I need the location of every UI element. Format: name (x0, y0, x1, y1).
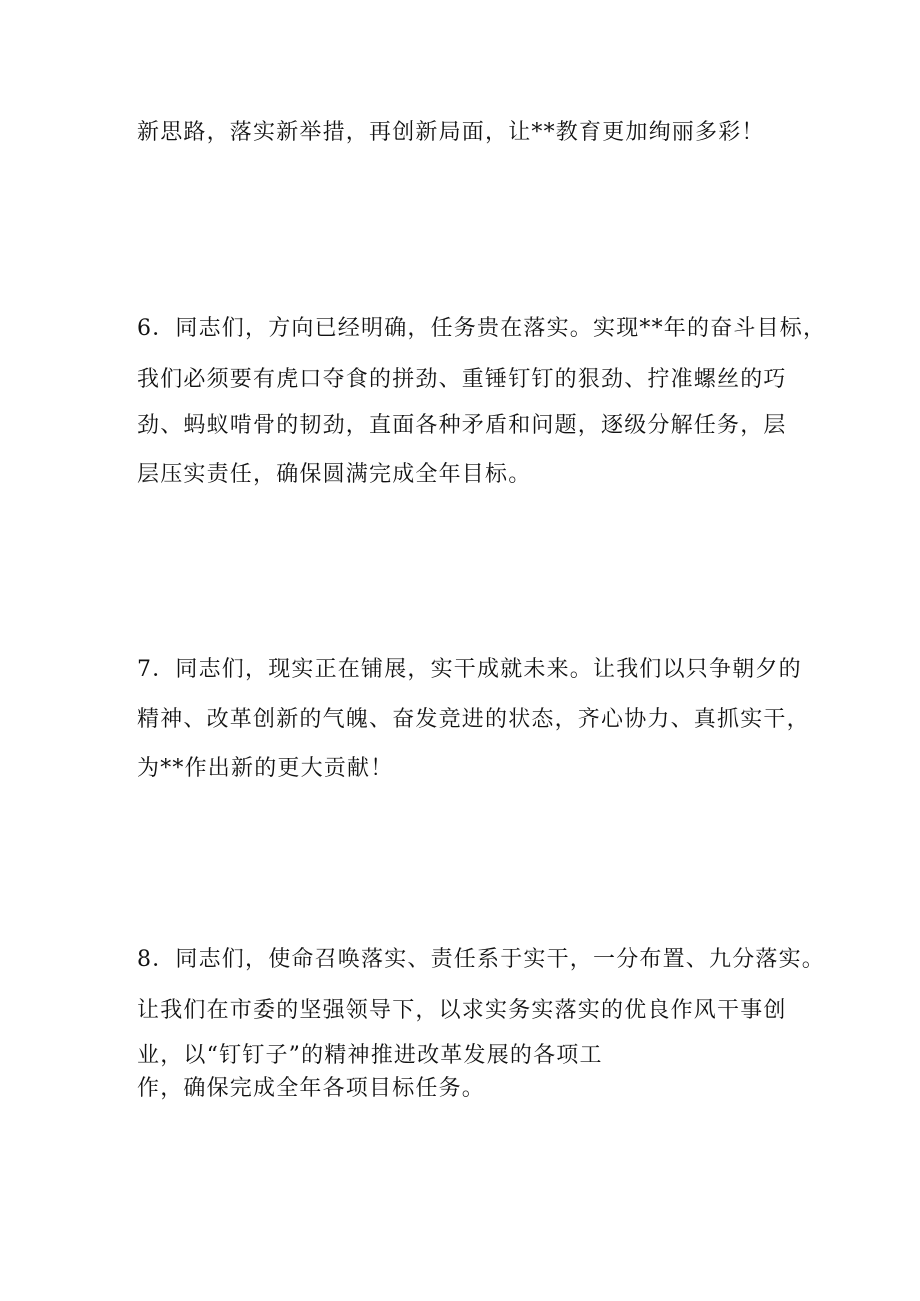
text-line: 新思路，落实新举措，再创新局面，让**教育更加绚丽多彩！ (137, 120, 765, 145)
text-line: 8．同志们，使命召唤落实、责任系于实干，一分布置、九分落实。 (137, 947, 825, 972)
text-line: 我们必须要有虎口夺食的拼劲、重锤钉钉的狠劲、拧准螺丝的巧 (137, 367, 787, 392)
text-line: 为**作出新的更大贡献！ (137, 756, 394, 781)
text-line: 劲、蚂蚁啃骨的韧劲，直面各种矛盾和问题，逐级分解任务，层 (137, 413, 787, 438)
text-line: 让我们在市委的坚强领导下，以求实务实落实的优良作风干事创 (137, 998, 787, 1023)
text-line: 7．同志们，现实正在铺展，实干成就未来。让我们以只争朝夕的 (137, 657, 802, 682)
text-line: 业，以“钉钉子”的精神推进改革发展的各项工 (137, 1043, 603, 1068)
text-line: 层压实责任，确保圆满完成全年目标。 (137, 462, 532, 487)
text-line: 作，确保完成全年各项目标任务。 (137, 1076, 486, 1101)
text-line: 精神、改革创新的气魄、奋发竞进的状态，齐心协力、真抓实干， (137, 707, 810, 732)
text-line: 6．同志们，方向已经明确，任务贵在落实。实现**年的奋斗目标， (137, 316, 827, 341)
